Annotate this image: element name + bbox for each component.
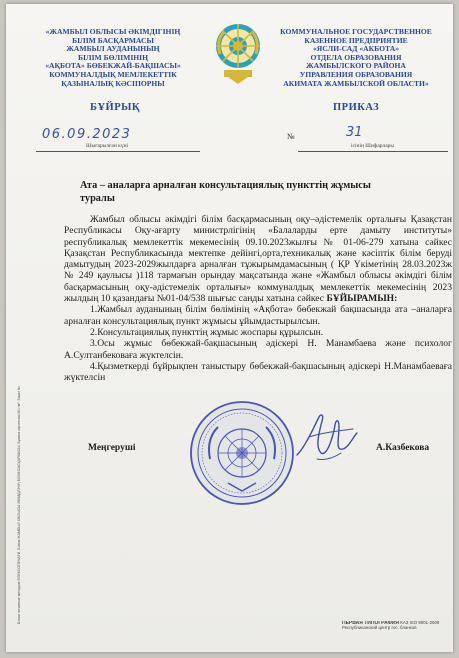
header-right-line: КАЗЕННОЕ ПРЕДПРИЯТИЕ bbox=[304, 35, 408, 45]
paragraph-item: 2.Консультациялық пункттің жұмыс жоспары құрылсын. bbox=[90, 326, 324, 338]
handwritten-signature-icon bbox=[291, 407, 361, 467]
order-body bbox=[64, 214, 452, 383]
header-right-line: «ЯСЛИ-САД «АКБОТА» bbox=[312, 44, 399, 54]
header-left-line: «ЖАМБЫЛ ОБЛЫСЫ ӘКІМДІГІНІҢ bbox=[45, 27, 181, 36]
order-word: БҰЙЫРАМЫН: bbox=[326, 293, 398, 305]
header-right-ru bbox=[268, 28, 444, 88]
number-sign: № bbox=[287, 132, 295, 141]
doc-type-ru: ПРИКАЗ bbox=[333, 102, 380, 113]
header-left-line: БІЛІМ БӨЛІМІНІҢ bbox=[77, 52, 149, 62]
header-left-line: КОММУНАЛДЫҚ МЕМЛЕКЕТТІК bbox=[49, 69, 177, 79]
order-title: Ата – аналарға арналған консультациялық пункттің жұмысы туралы bbox=[80, 180, 371, 204]
preamble-text: Жамбыл облысы әкімдігі білім басқармасының оқу–әдістемелік орталығы Қазақстан Республикасы Оқу-ағарту министрлігінің «Балаларды ерте дамыту институты» республикалық мемлекеттік мекемесінің 09.10.2023жылғы № 01-06-279 хатына сәйкес Қазақстан Республикасында мектепке дейінгі,орта,техникалық және кәсіптік білім беруді дамытудың 2023-2029жылдарға арналған тұжырымдамасының ( ҚР Үкіметінің 28.03.2023ж № 249 қаулысы )118 тармағын орындау мақсатында және «Жамбыл облысы әкімдігі білім басқармасының оқу-әдістемелік орталығы» коммуналдық мемлекеттік мекемесінің 2023 жылдың 10 қазандағы №01-04/538 шығыс санды хатына сәйкес bbox=[64, 214, 452, 305]
printer-brand: ПЕРВАЯ ТИПОГРАФИЯ bbox=[342, 621, 400, 626]
header-right-line: ЖАМБЫЛСКОГО РАЙОНА bbox=[306, 61, 406, 71]
number-caption: ісінің Шифарлары bbox=[351, 143, 395, 149]
header-right-line: АКИМАТА ЖАМБЫЛСКОЙ ОБЛАСТИ» bbox=[283, 78, 429, 88]
document-sheet bbox=[6, 4, 453, 652]
official-seal-icon bbox=[188, 399, 296, 507]
paragraph-item: 4.Қызметкерді бұйрықпен таныстыру бөбекжай-бақшасының әдіскері Н.Манамбаеваға жүктелсін bbox=[64, 360, 452, 384]
header-right-line: ОТДЕЛА ОБРАЗОВАНИЯ bbox=[310, 52, 402, 62]
paragraph-item: 3.Осы жұмыс бөбекжай-бақшасының әдіскері Н. Манамбаева және психолог А.Султанбековаға жүктелсін. bbox=[64, 338, 452, 361]
header-left-line: «АҚБОТА» БӨБЕКЖАЙ-БАҚШАСЫ» bbox=[45, 61, 181, 71]
header-right-line: УПРАВЛЕНИЯ ОБРАЗОВАНИЯ bbox=[299, 69, 413, 79]
signatory-name: А.Казбекова bbox=[376, 443, 430, 453]
order-number: 31 bbox=[346, 125, 363, 140]
header-left-line: ҚАЗЫНАЛЫҚ КӘСІПОРНЫ bbox=[61, 78, 165, 88]
header-left-line: ЖАМБЫЛ АУДАНЫНЫҢ bbox=[66, 44, 160, 54]
printer-standard: КАЗ ISO 9001-2009 bbox=[400, 621, 440, 625]
printer-line: Республиканский центр гос. бланков bbox=[342, 624, 417, 630]
header-right-line: КОММУНАЛЬНОЕ ГОСУДАРСТВЕННОЕ bbox=[280, 27, 432, 36]
side-print-text: Блоки печатные методом ФЛЕКСОПЕЧАТИ. Бланк ЖАМБЫЛ ОБЛЫСЫ ӘКІМДІГІНІҢ БІЛІМ БАСҚАРМАСЫ. Бумага офсетная 80 г/м². Заказ № bbox=[17, 386, 21, 624]
paragraph-item: 1.Жамбыл ауданының білім бөлімінің «Ақбота» бөбекжай бақшасында ата –аналарға арналған консультациялық пункт жұмысы ұйымдастырылсын. bbox=[64, 304, 452, 327]
side-print-strip bbox=[11, 154, 23, 624]
doc-type-kz: БҰЙРЫҚ bbox=[90, 102, 141, 113]
state-emblem-icon bbox=[214, 20, 262, 86]
header-left-line: БІЛІМ БАСҚАРМАСЫ bbox=[72, 35, 154, 45]
header-left-kz bbox=[28, 28, 198, 88]
order-date: 06.09.2023 bbox=[42, 127, 132, 142]
paragraph-preamble bbox=[64, 214, 452, 304]
date-caption: Шығарылған күні bbox=[86, 143, 129, 149]
printer-imprint bbox=[342, 621, 446, 630]
signatory-position: Меңгеруші bbox=[88, 443, 136, 453]
